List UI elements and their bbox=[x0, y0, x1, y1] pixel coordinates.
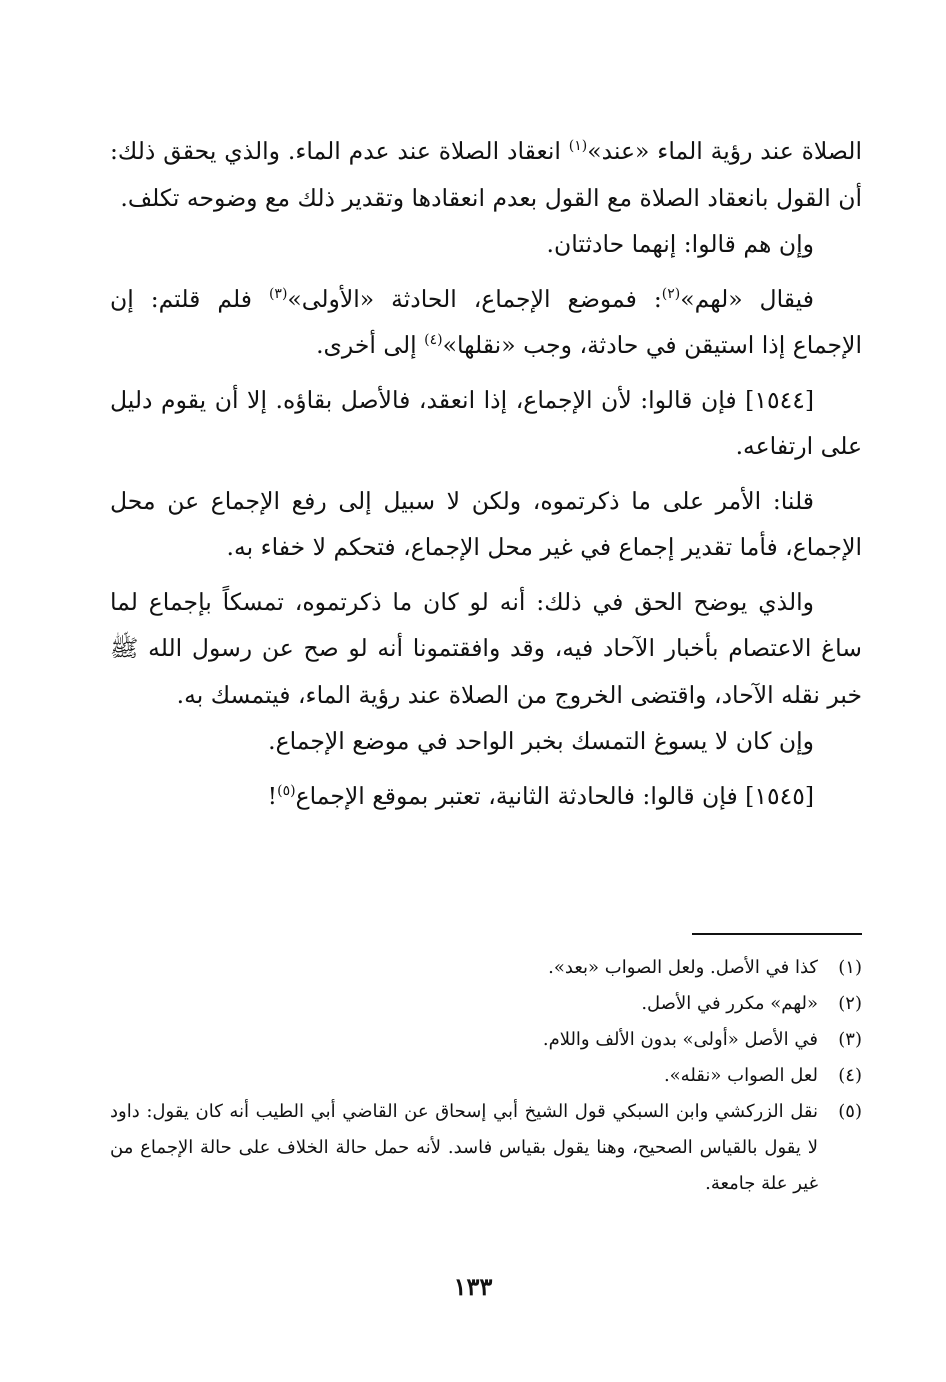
footnote-ref-2: (٢) bbox=[661, 285, 681, 302]
footnote-number: (٥) bbox=[838, 1101, 862, 1122]
footnotes bbox=[110, 950, 862, 1202]
footnote-4 bbox=[110, 1058, 862, 1094]
footnote-text: كذا في الأصل. ولعل الصواب «بعد». bbox=[548, 957, 818, 978]
paragraph-4: [١٥٤٤] فإن قالوا: لأن الإجماع، إذا انعقد، فالأصل بقاؤه. إلا أن يقوم دليل على ارتفاعه. bbox=[110, 385, 862, 460]
footnote-separator bbox=[692, 933, 862, 935]
footnote-text: نقل الزركشي وابن السبكي قول الشيخ أبي إسحاق عن القاضي أبي الطيب أنه كان يقول: داود لا يقول بالقياس الصحيح، وهنا يقول بقياس فاسد. لأنه حمل حالة الخلاف على حالة الإجماع من غير علة جامعة. bbox=[110, 1101, 818, 1194]
paragraph-8: [١٥٤٥] فإن قالوا: فالحادثة الثانية، تعتبر بموقع الإجماع$^{(٥)}$! bbox=[267, 781, 814, 810]
footnote-ref-4: (٤) bbox=[424, 332, 443, 348]
footnote-number: (٤) bbox=[838, 1065, 862, 1086]
footnote-text: لعل الصواب «نقله». bbox=[663, 1065, 818, 1086]
paragraph-2: وإن هم قالوا: إنهما حادثتان. bbox=[546, 230, 814, 258]
paragraph-6: والذي يوضح الحق في ذلك: أنه لو كان ما ذكرتموه، تمسكاً بإجماع لما ساغ الاعتصام بأخبار الآحاد فيه، وقد وافقتمونا أنه لو صح عن رسول الله ﷺ خبر نقله الآحاد، واقتضى الخروج من الصلاة عند رؤية الماء، فيتمسك به. bbox=[110, 587, 862, 709]
page-number: ١٣٣ bbox=[453, 1272, 493, 1301]
paragraph-1: الصلاة عند رؤية الماء «عند»$^{(١)}$ انعقاد الصلاة عند عدم الماء. والذي يحقق ذلك: أن القول بانعقاد الصلاة مع القول بعدم انعقادها وتقدير ذلك مع وضوحه تكلف. bbox=[110, 137, 862, 212]
footnote-number: (١) bbox=[838, 957, 862, 978]
paragraph-5: قلنا: الأمر على ما ذكرتموه، ولكن لا سبيل إلى رفع الإجماع عن محل الإجماع، فأما تقدير إجماع في غير محل الإجماع، فتحكم لا خفاء به. bbox=[110, 486, 862, 561]
footnote-number: (٢) bbox=[838, 993, 862, 1014]
paragraph-7: وإن كان لا يسوغ التمسك بخبر الواحد في موضع الإجماع. bbox=[268, 727, 814, 755]
footnote-3 bbox=[110, 1022, 862, 1058]
footnote-ref-1: (١) bbox=[568, 138, 588, 154]
footnote-ref-5: (٥) bbox=[277, 782, 296, 799]
footnote-1 bbox=[110, 950, 862, 986]
footnote-text: «لهم» مكرر في الأصل. bbox=[641, 993, 818, 1014]
footnote-5 bbox=[110, 1094, 862, 1202]
footnote-2 bbox=[110, 986, 862, 1022]
footnote-ref-3: (٣) bbox=[268, 285, 288, 302]
main-text bbox=[110, 128, 862, 819]
footnote-number: (٣) bbox=[838, 1029, 862, 1050]
paragraph-3: فيقال «لهم»$^{(٢)}$: فموضع الإجماع، الحادثة «الأولى»$^{(٣)}$ فلم قلتم: إن الإجماع إذا استيقن في حادثة، وجب «نقلها»$^{(٤)}$ إلى أخرى. bbox=[110, 284, 862, 359]
footnote-text: في الأصل «أولى» بدون الألف واللام. bbox=[542, 1029, 818, 1050]
